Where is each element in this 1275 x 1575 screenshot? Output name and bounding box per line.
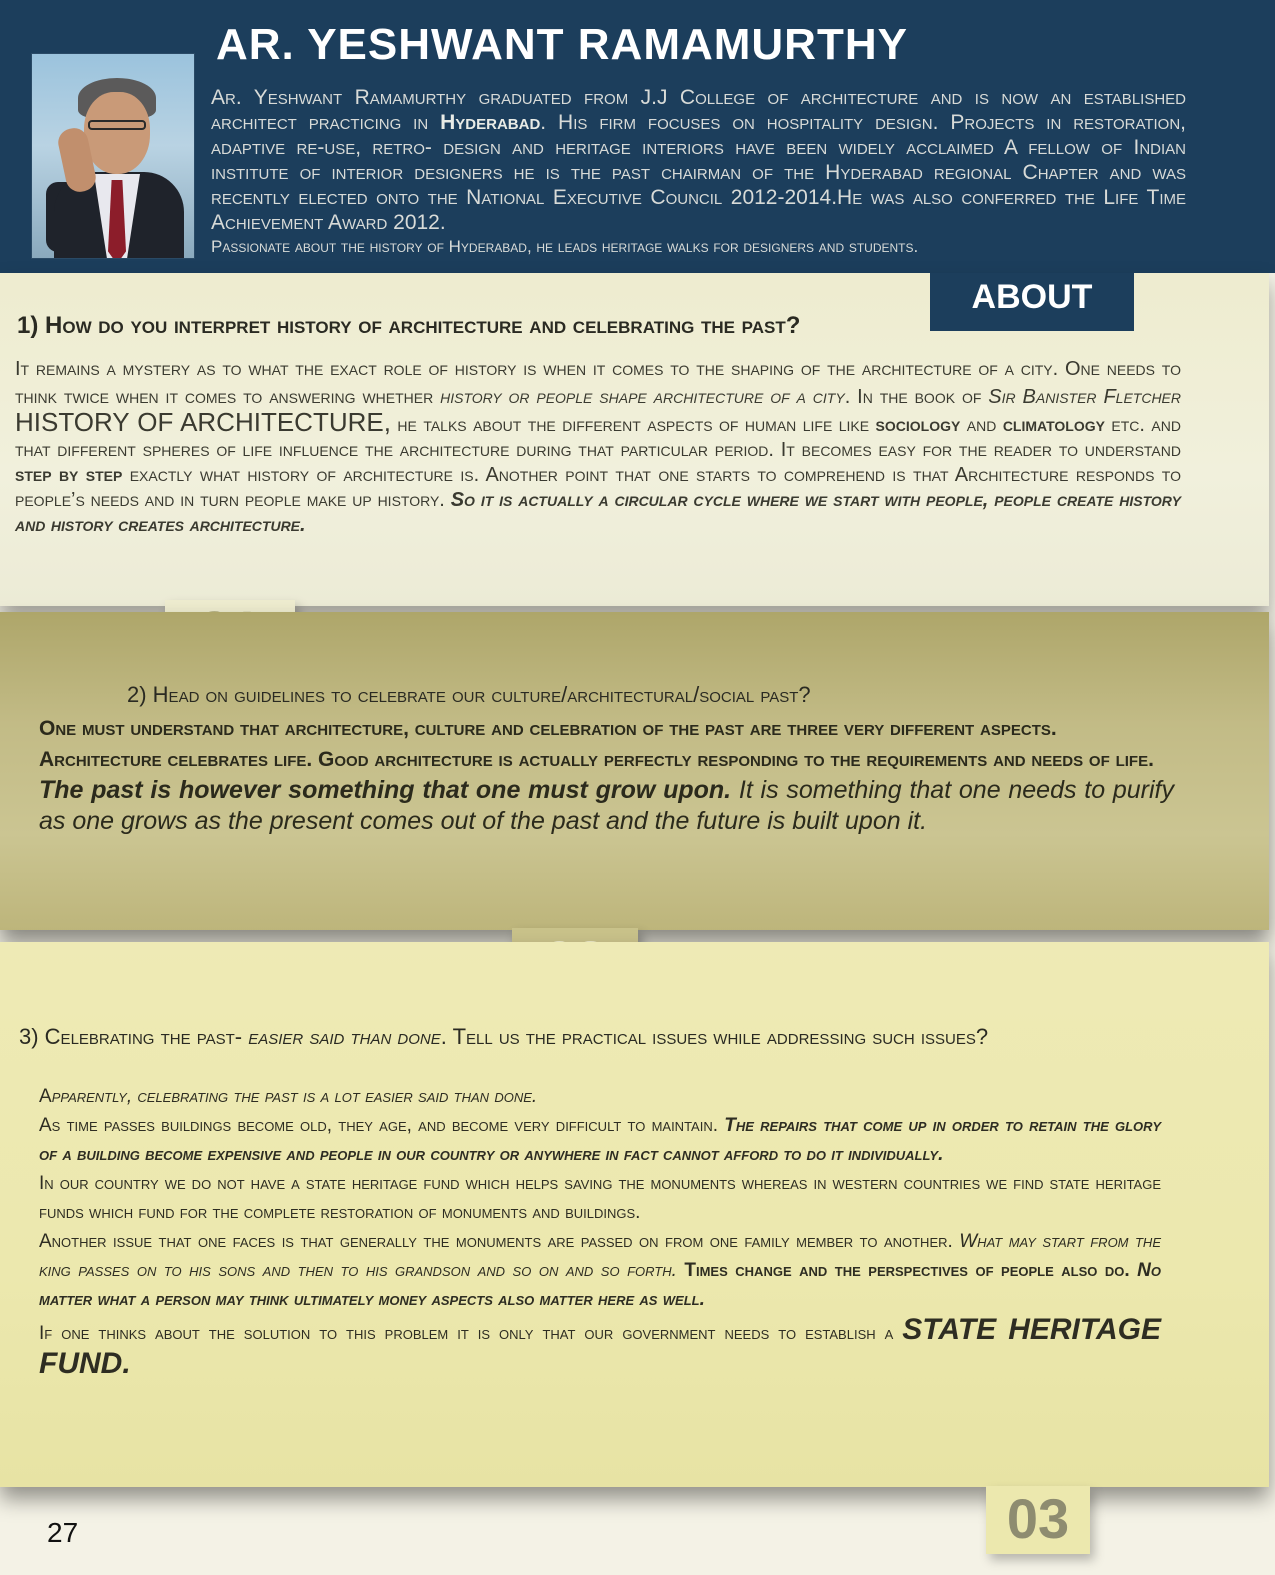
answer-3-run: No matter what a person may think ultimately money aspects also matter here as well. (39, 1260, 1161, 1310)
answer-1-run: So it is actually a circular cycle where we start with people, people create history and history creates architecture. (15, 489, 1181, 536)
answer-3-run: A (39, 1086, 52, 1107)
architect-bio (211, 85, 1186, 235)
answer-2-paragraph-3: The past is however something that one must grow upon. It is something that one needs to purify as one grows as the present comes out of the past and the future is built upon it. (39, 776, 1174, 835)
bio-run: and is now an established architect practicing in (211, 86, 1186, 134)
answer-1-run: HISTORY OF ARCHITECTURE, (15, 407, 391, 437)
architect-name-title: AR. YESHWANT RAMAMURTHY (216, 20, 908, 69)
architect-portrait-photo (31, 53, 195, 259)
bio-run: Hyderabad (440, 111, 541, 134)
answer-3-paragraph (39, 1111, 1161, 1169)
answer-3-paragraph (39, 1314, 1161, 1382)
answer-3-run: In our country we do not have a state heritage fund which helps saving the monuments whereas in western countries we find state heritage funds which fund for the complete restoration of monuments and buildings. (39, 1173, 1161, 1223)
answer-3-paragraph (39, 1082, 1161, 1111)
page-number: 27 (47, 1517, 79, 1548)
answer-1-run: and (960, 414, 1003, 436)
question-2: 2) Head on guidelines to celebrate our culture/architectural/social past? (127, 682, 811, 707)
answer-1-run: etc. and that different spheres of life influence the architecture during that particular period. It becomes easy for the reader to understand (15, 414, 1181, 461)
answer-1-run: history or people shape architecture of a city (440, 386, 845, 408)
bio-run: Ar. Yeshwant Ramamurthy (211, 86, 467, 109)
answer-1-run: It remains a mystery as to what the exact role of history is when it comes to the shaping of the architecture of a city. One needs to think twice when it comes to answering whether (15, 358, 1181, 408)
answer-3-run: If one thinks about the solution to this problem it is only that our government needs to establish a (39, 1323, 903, 1344)
answer-2-paragraph-2: Architecture celebrates life. Good architecture is actually perfectly responding to the requirements and needs of life. (39, 748, 1154, 771)
answer-1-run: climatology (1002, 414, 1105, 436)
answer-3-paragraph (39, 1227, 1161, 1314)
answer-3 (39, 1082, 1161, 1382)
answer-1-run: sociology (875, 414, 961, 436)
answer-2-paragraph-1: One must understand that architecture, culture and celebration of the past are three very different aspects. (39, 717, 1057, 740)
answer-3-run: Times change and the perspectives of people also do. (676, 1260, 1138, 1281)
bio-run: J.J College of architecture (640, 86, 919, 109)
answer-1-run: exactly what history of architecture is. Another point that one starts to comprehend is that Architecture responds to people’s needs and in turn people make up history. (15, 464, 1181, 511)
answer-3-run: As time passes buildings become old, they age, and become very difficult to maintain. (39, 1115, 725, 1136)
answer-1-run: he talks about the different aspects of human life like (390, 414, 876, 436)
answer-2 (39, 713, 1174, 837)
answer-3-paragraph (39, 1169, 1161, 1227)
question-1: 1) How do you interpret history of architecture and celebrating the past? (17, 312, 801, 339)
section-number-03: 03 (986, 1486, 1090, 1554)
answer-3-run: Another issue that one faces is that generally the monuments are passed on from one family member to another. (39, 1231, 960, 1252)
answer-3-run: pparently, celebrating the past is a lot easier said than done. (51, 1086, 538, 1107)
question-3: 3) Celebrating the past- easier said than done. Tell us the practical issues while addressing such issues? (19, 1024, 989, 1049)
answer-1-run: step by step (15, 464, 123, 486)
bio-run: graduated from (466, 86, 641, 109)
answer-3-run: What may start from the king passes on to his sons and then to his grandson and so on and so forth. (39, 1231, 1161, 1281)
answer-3-run: The repairs that come up in order to retain the glory of a building become expensive and people in our country or anywhere in fact cannot afford to do it individually. (39, 1115, 1161, 1165)
answer-1-run: . In the book of (844, 386, 989, 408)
answer-3-run: STATE HERITAGE FUND. (39, 1313, 1161, 1380)
answer-1-run: Sir Banister Fletcher (988, 386, 1182, 408)
architect-bio-closing-line: Passionate about the history of Hyderabad, he leads heritage walks for designers and students. (211, 237, 919, 256)
profile-header (0, 0, 1275, 273)
about-tab-label: ABOUT (930, 273, 1134, 331)
bio-run: . His firm focuses on hospitality design. Projects in restoration, adaptive re-use, retro- design and heritage interiors have been widely acclaimed A fellow of Indian institute of interior designers he is the past chairman of the Hyderabad regional Chapter and was recently elected onto the National Executive Council 2012-2014.He was also conferred the Life Time Achievement Award 2012. (211, 111, 1187, 234)
answer-1 (15, 357, 1181, 538)
